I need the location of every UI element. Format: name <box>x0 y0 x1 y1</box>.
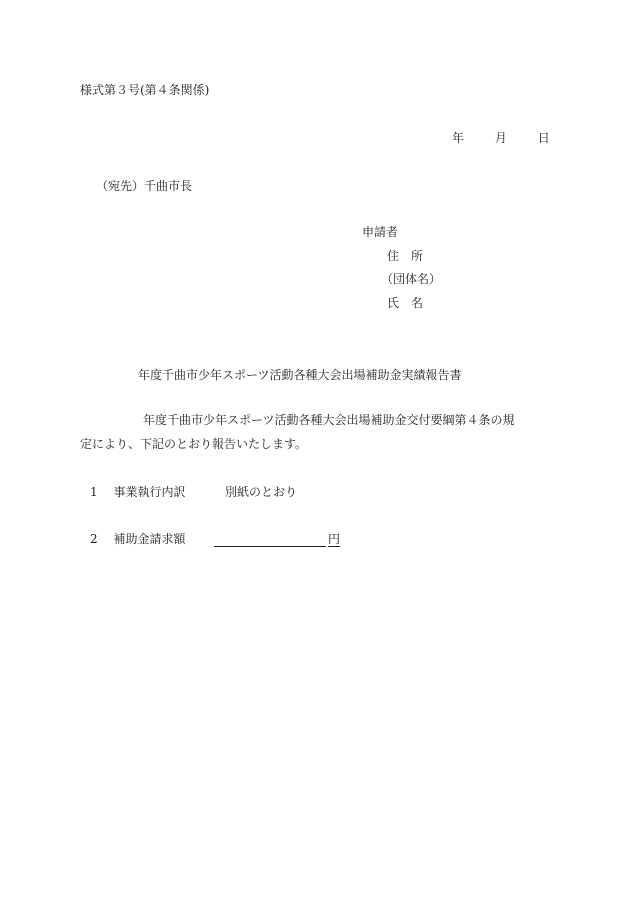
item-number: 2 <box>90 532 98 546</box>
date-row <box>452 132 550 144</box>
form-number: 様式第３号(第４条関係) <box>80 83 210 97</box>
item-number: 1 <box>90 485 98 499</box>
date-day-label: 日 <box>537 131 550 145</box>
applicant-org-label: （団体名） <box>381 272 442 286</box>
applicant-address-label: 住 所 <box>387 249 424 263</box>
amount-unit: 円 <box>328 532 341 546</box>
item-subsidy-request-amount <box>90 533 185 545</box>
amount-blank-line <box>214 546 326 547</box>
applicant-name-label: 氏 名 <box>387 296 424 310</box>
date-year-label: 年 <box>452 131 465 145</box>
item-label: 事業執行内訳 <box>113 485 186 499</box>
item-execution-breakdown-value: 別紙のとおり <box>225 485 298 499</box>
item-label: 補助金請求額 <box>113 532 186 546</box>
report-body-line-2: 定により、下記のとおり報告いたします。 <box>80 437 308 451</box>
applicant-title: 申請者 <box>362 225 399 239</box>
date-month-label: 月 <box>494 131 507 145</box>
item-execution-breakdown <box>90 486 185 498</box>
report-title: 年度千曲市少年スポーツ活動各種大会出場補助金実績報告書 <box>138 368 462 382</box>
report-body-line-1: 年度千曲市少年スポーツ活動各種大会出場補助金交付要綱第４条の規 <box>143 413 515 427</box>
addressee: （宛先）千曲市長 <box>96 179 193 193</box>
